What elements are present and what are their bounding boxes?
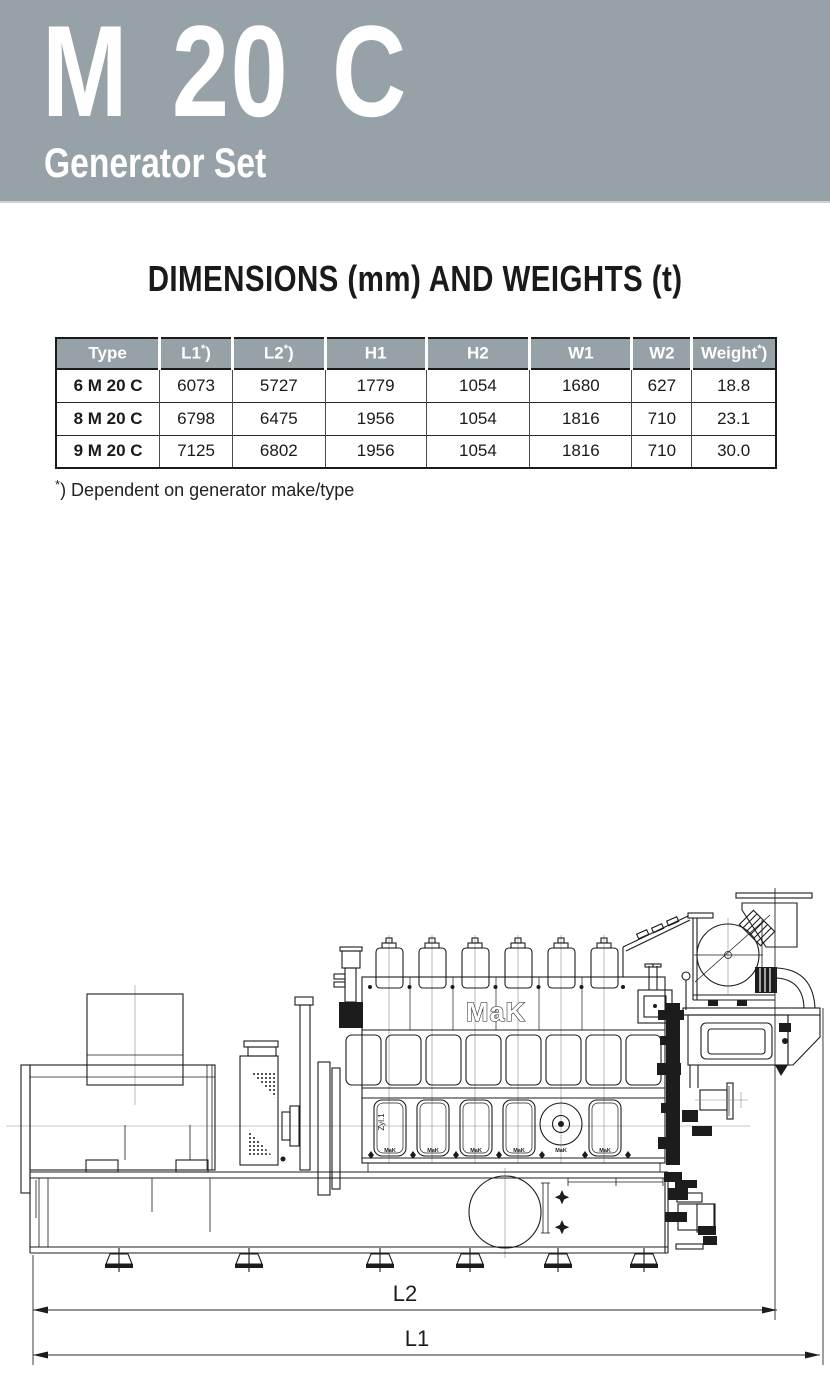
cylinder-heads [368,938,625,989]
svg-text:MaK: MaK [384,1148,396,1154]
table-row [56,435,776,468]
inspection-panels [346,1035,661,1085]
cell-w2: 710 [632,435,692,468]
cell-h2: 1054 [426,402,530,435]
dim-label-l2: L2 [392,1281,418,1306]
cell-type: 9 M 20 C [56,435,160,468]
cell-type: 6 M 20 C [56,369,160,402]
cell-weight: 23.1 [692,402,776,435]
cell-w2: 627 [632,369,692,402]
cell-w1: 1816 [530,435,632,468]
col-header-h1: H1 [325,338,426,369]
cell-l1: 6073 [160,369,233,402]
cell-h1: 1956 [325,402,426,435]
svg-text:MaK: MaK [599,1148,611,1154]
model-subtitle: Generator Set [44,139,267,186]
cell-l1: 7125 [160,435,233,468]
cell-weight: 18.8 [692,369,776,402]
col-header-w2: W2 [632,338,692,369]
cell-l2: 6802 [232,435,325,468]
col-header-h2: H2 [426,338,530,369]
svg-text:MaK: MaK [470,1148,482,1154]
engine-logo: MaK [465,997,527,1027]
dim-label-l1: L1 [404,1326,430,1351]
cell-w1: 1680 [530,369,632,402]
engine-block [334,947,665,1172]
table-row [56,369,776,402]
col-header-w1: W1 [530,338,632,369]
air-duct [240,1041,286,1165]
generator-set-drawing [0,860,830,1381]
cell-w1: 1816 [530,402,632,435]
cell-weight: 30.0 [692,435,776,468]
svg-text:MaK: MaK [427,1148,439,1154]
dimension-l2 [33,1281,777,1314]
header-banner [0,0,830,203]
cell-type: 8 M 20 C [56,402,160,435]
cell-h2: 1054 [426,435,530,468]
table-row [56,402,776,435]
svg-text:MaK: MaK [513,1148,525,1154]
cell-h1: 1779 [325,369,426,402]
section-title [0,258,830,300]
dimensions-table [55,337,777,469]
base-frame [30,1172,668,1253]
table-header-row [56,338,776,369]
col-header-weight: Weight*) [692,338,776,369]
cell-l2: 5727 [232,369,325,402]
svg-text:MaK: MaK [555,1148,567,1154]
cell-h2: 1054 [426,369,530,402]
mounting-feet [105,1248,658,1272]
generator-body [21,994,215,1193]
section-title-text: DIMENSIONS (mm) AND WEIGHTS (t) [147,258,683,299]
cell-l1: 6798 [160,402,233,435]
cell-l2: 6475 [232,402,325,435]
cylinder-1-label: Zyl.1 [377,1113,386,1131]
col-header-l2: L2*) [232,338,325,369]
cell-h1: 1956 [325,435,426,468]
coupling-flywheel [282,997,340,1195]
cell-w2: 710 [632,402,692,435]
crankcase-doors [368,1100,631,1159]
col-header-l1: L1*) [160,338,233,369]
model-title: M 20 C [42,0,408,144]
footnote: *) Dependent on generator make/type [55,477,355,500]
col-header-type: Type [56,338,160,369]
dimension-l1 [33,1326,820,1359]
turbocharger [623,893,820,1249]
